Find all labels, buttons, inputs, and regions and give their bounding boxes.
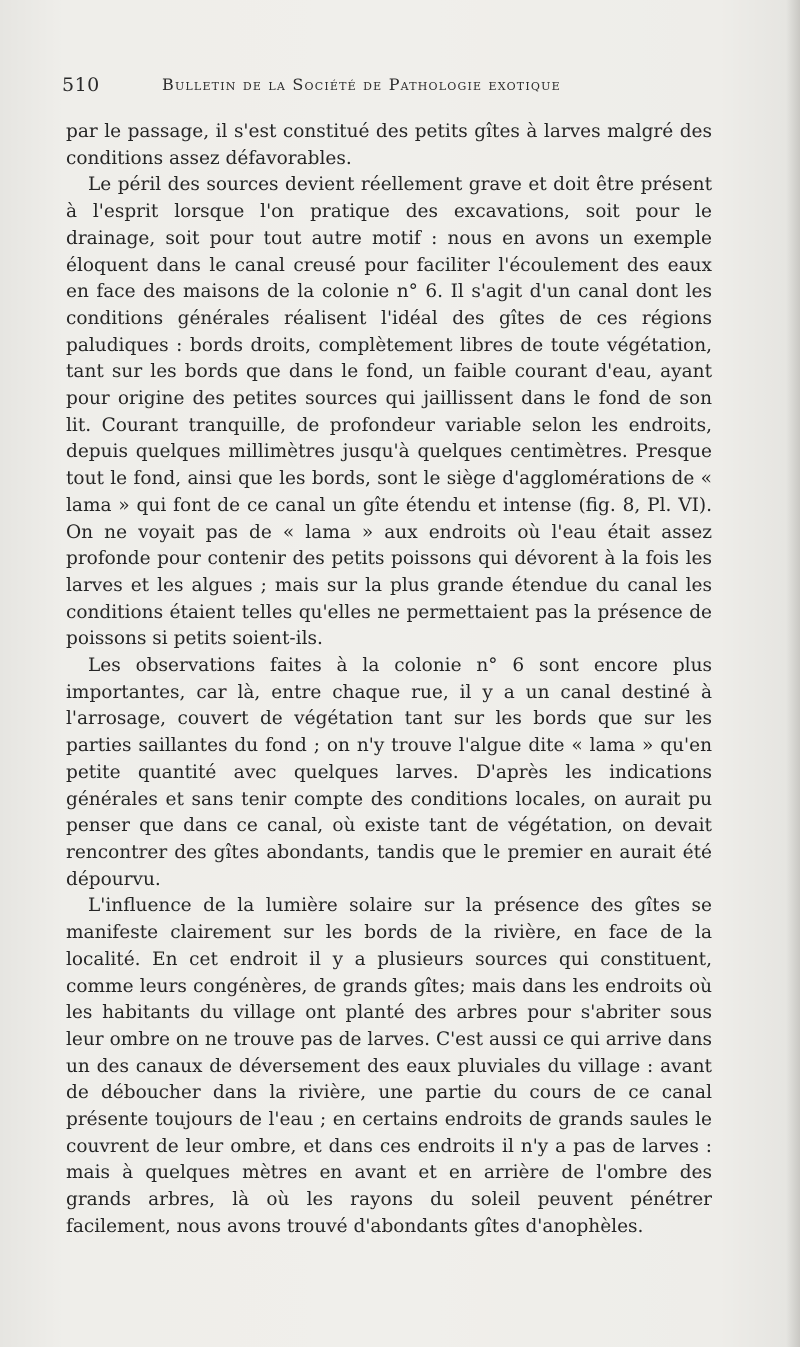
running-header: [62, 74, 722, 104]
paragraph-continuation: par le passage, il s'est constitué des petits gîtes à larves malgré des conditions assez défavorables.: [66, 121, 712, 169]
paragraph: L'influence de la lumière solaire sur la présence des gîtes se manifeste clairement sur les bords de la rivière, en face de la localité. En cet endroit il y a plusieurs sources qui constituent, comme leurs congénères, de grands gîtes; mais dans les endroits où les habitants du village ont planté des arbres pour s'abriter sous leur ombre on ne trouve pas de larves. C'est aussi ce qui arrive dans un des canaux de déversement des eaux pluviales du village : avant de déboucher dans la rivière, une partie du cours de ce canal présente toujours de l'eau ; en certains endroits de grands saules le couvrent de leur ombre, et dans ces endroits il n'y a pas de larves : mais à quelques mètres en avant et en arrière de l'ombre des grands arbres, là où les rayons du soleil peuvent pénétrer facilement, nous avons trouvé d'abondants gîtes d'anophèles.: [66, 895, 712, 1237]
paragraph: Les observations faites à la colonie n° 6 sont encore plus importantes, car là, entre chaque rue, il y a un canal destiné à l'arrosage, couvert de végétation tant sur les bords que sur les parties saillantes du fond ; on n'y trouve l'algue dite « lama » qu'en petite quantité avec quelques larves. D'après les indications générales et sans tenir compte des conditions locales, on aurait pu penser que dans ce canal, où existe tant de végétation, on devait rencontrer des gîtes abondants, tandis que le premier en aurait été dépourvu.: [66, 655, 712, 890]
page-number: 510: [62, 74, 100, 96]
running-title: Bulletin de la Société de Pathologie exotique: [162, 75, 561, 94]
body-text: [66, 119, 712, 1241]
page-edge-shadow: [786, 0, 800, 1347]
paragraph: Le péril des sources devient réellement grave et doit être présent à l'esprit lorsque l'on pratique des excavations, soit pour le drainage, soit pour tout autre motif : nous en avons un exemple éloquent dans le canal creusé pour faciliter l'écoulement des eaux en face des maisons de la colonie n° 6. Il s'agit d'un canal dont les conditions générales réalisent l'idéal des gîtes de ces régions paludiques : bords droits, complètement libres de toute végétation, tant sur les bords que dans le fond, un faible courant d'eau, ayant pour origine des petites sources qui jaillissent dans le fond de son lit. Courant tranquille, de profondeur variable selon les endroits, depuis quelques millimètres jusqu'à quelques centimètres. Presque tout le fond, ainsi que les bords, sont le siège d'agglomérations de « lama » qui font de ce canal un gîte étendu et intense (fig. 8, Pl. VI). On ne voyait pas de « lama » aux endroits où l'eau était assez profonde pour contenir des petits poissons qui dévorent à la fois les larves et les algues ; mais sur la plus grande étendue du canal les conditions étaient telles qu'elles ne permettaient pas la présence de poissons si petits soient-ils.: [66, 174, 712, 650]
